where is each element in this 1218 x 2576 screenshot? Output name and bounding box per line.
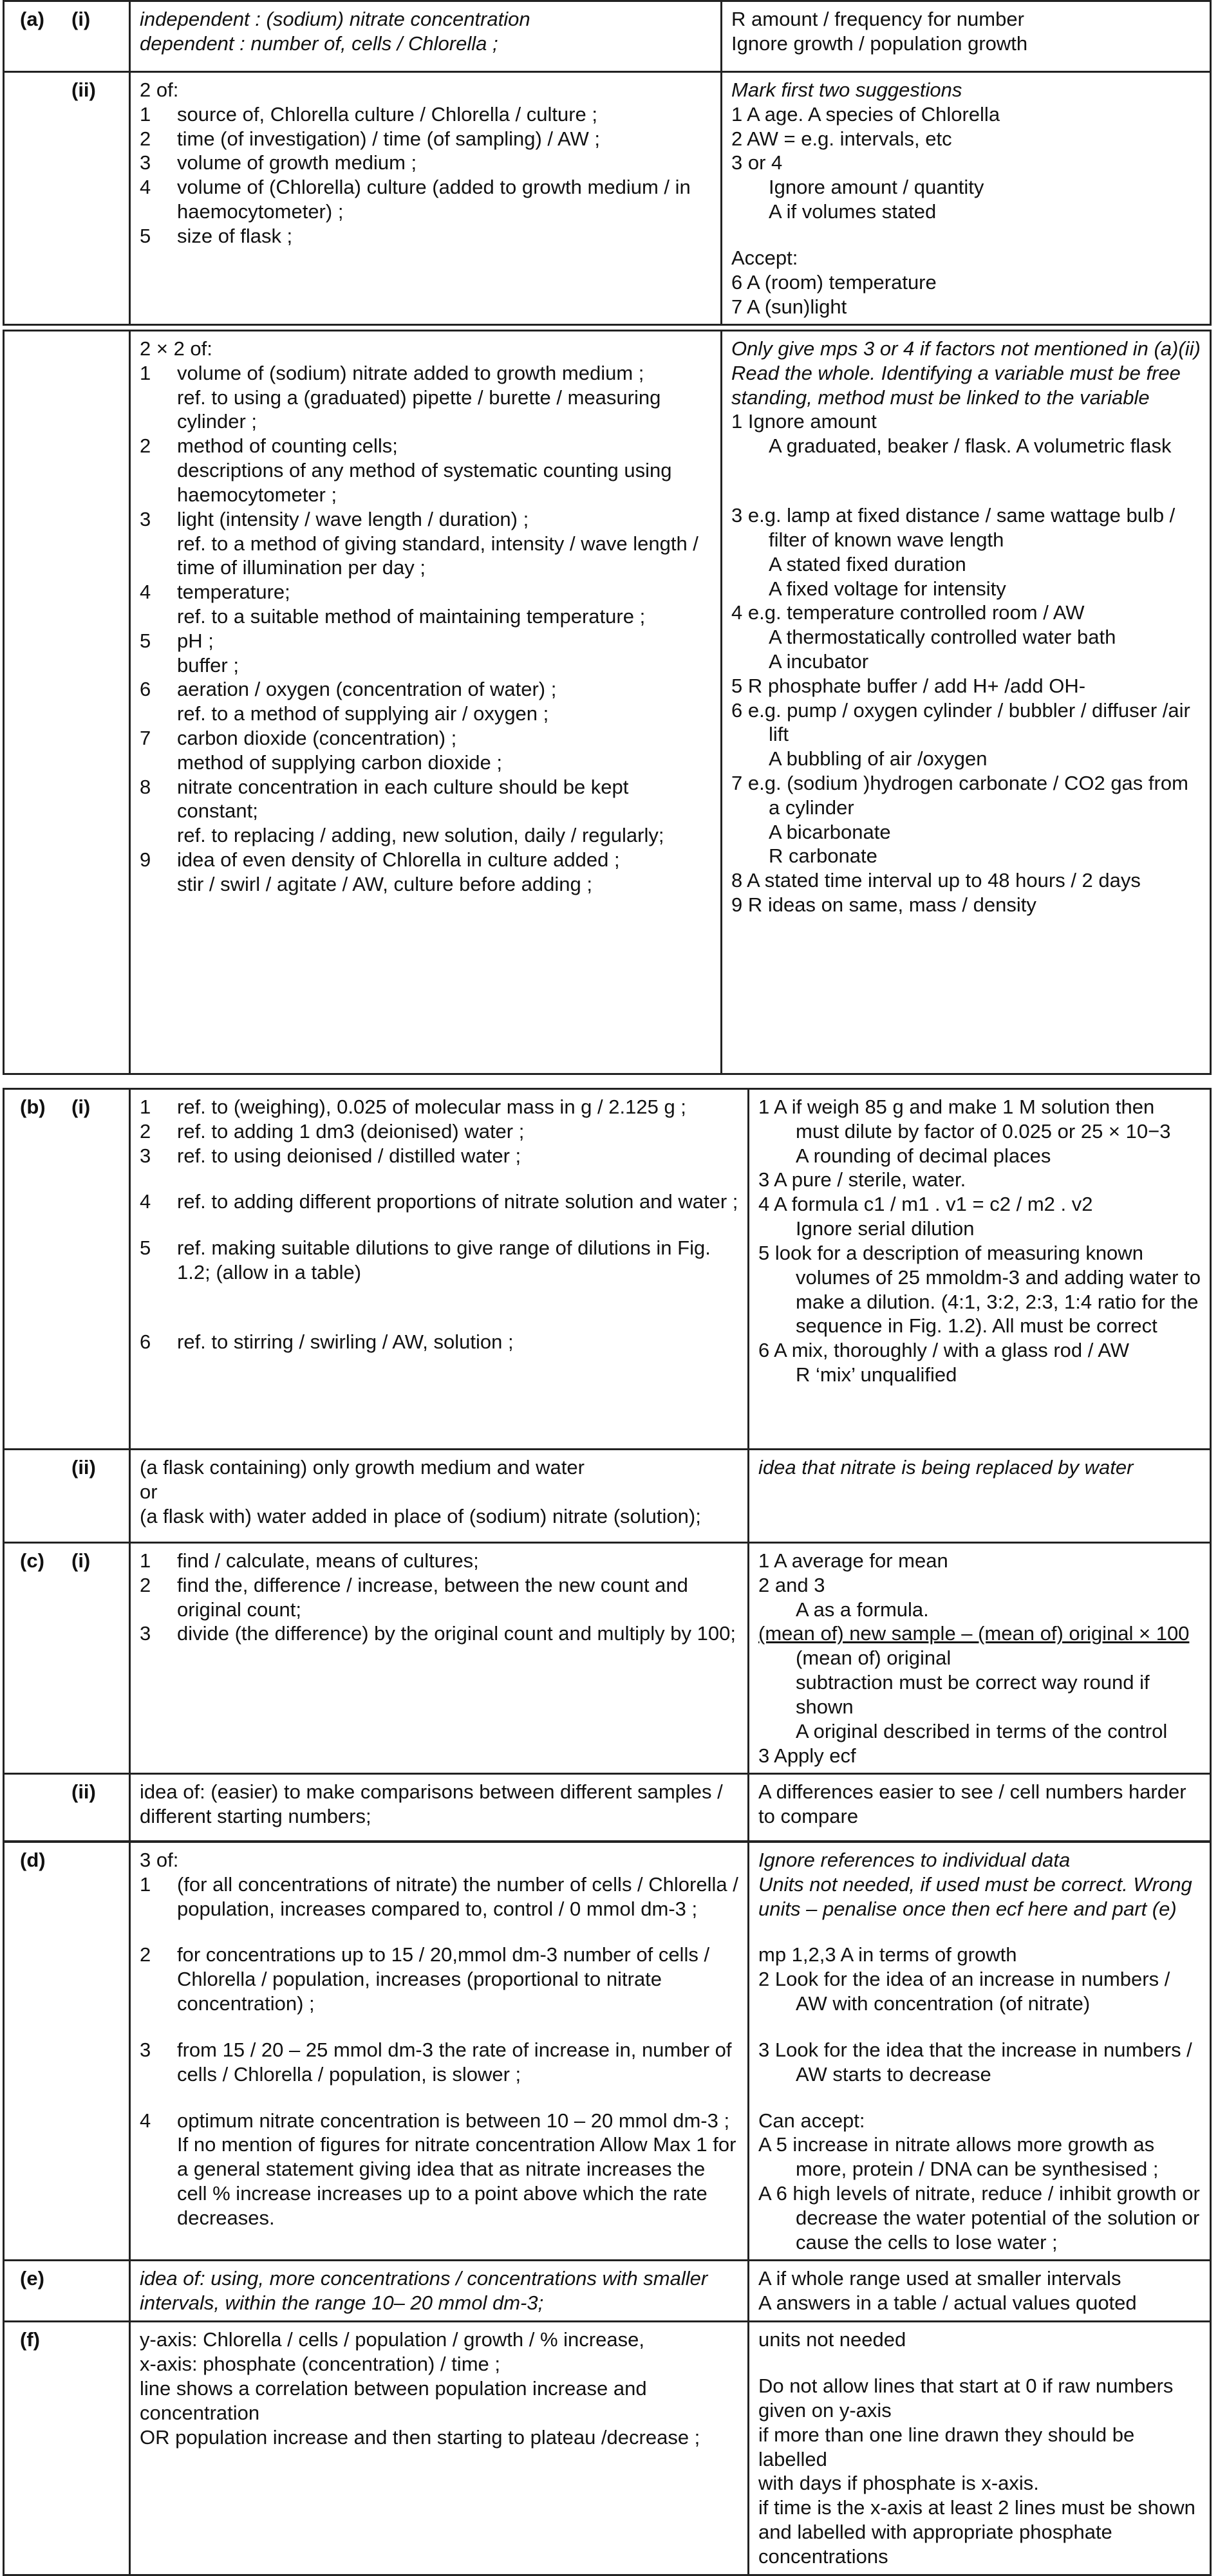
question-label-b-ii xyxy=(4,1450,130,1543)
guidance-line: Mark first two suggestions xyxy=(731,79,962,101)
answer-line: idea of: using, more concentrations / concentrations with smaller intervals, within the range 10– 20 mmol dm-3; xyxy=(140,2267,708,2315)
guidance-line: idea that nitrate is being replaced by water xyxy=(758,1456,1134,1479)
answer-f xyxy=(130,2322,749,2575)
guidance-formula-denominator: (mean of) original xyxy=(796,1647,951,1670)
guidance-line: 3 A pure / sterile, water. xyxy=(758,1168,966,1191)
guidance-line: 3 Look for the idea that the increase in numbers / AW starts to decrease xyxy=(758,2038,1192,2086)
answer-point xyxy=(140,434,711,458)
guidance-line: A graduated, beaker / flask. A volumetric flask xyxy=(769,434,1172,458)
mark-scheme-table-d-f xyxy=(3,1841,1212,2576)
guidance-line: mp 1,2,3 A in terms of growth xyxy=(758,1943,1017,1966)
guidance-line: A fixed voltage for intensity xyxy=(769,577,1006,600)
label-d: (d) xyxy=(20,1849,46,1871)
row-c-i xyxy=(4,1543,1211,1774)
answer-point xyxy=(140,580,711,604)
guidance-d xyxy=(749,1842,1211,2261)
guidance-line: Ignore amount / quantity xyxy=(769,176,984,199)
guidance-formula-numerator: (mean of) new sample – (mean of) original × 100 xyxy=(758,1622,1190,1645)
point-text: light (intensity / wave length / duration) ; xyxy=(177,507,529,530)
label-a: (a) xyxy=(20,8,44,30)
answer-line: y-axis: Chlorella / cells / population / growth / % increase, xyxy=(140,2328,644,2351)
label-i: (i) xyxy=(71,8,91,30)
guidance-line: 3 or 4 xyxy=(731,151,783,174)
answer-a-ii xyxy=(130,72,722,325)
point-text: method of counting cells; xyxy=(177,434,398,458)
guidance-line: Do not allow lines that start at 0 if raw numbers given on y-axis xyxy=(758,2375,1174,2422)
guidance-line: 2 Look for the idea of an increase in numbers / AW with concentration (of nitrate) xyxy=(758,1968,1170,2015)
point-number: 2 xyxy=(140,1119,151,1143)
guidance-line: A as a formula. xyxy=(796,1598,929,1621)
point-number: 4 xyxy=(140,2109,151,2132)
point-number: 1 xyxy=(140,102,151,126)
point-text: source of, Chlorella culture / Chlorella / culture ; xyxy=(177,102,598,126)
label-ii: (ii) xyxy=(71,79,96,101)
point-number: 1 xyxy=(140,361,151,384)
point-text: time (of investigation) / time (of sampling) / AW ; xyxy=(177,127,600,150)
guidance-line: 4 e.g. temperature controlled room / AW xyxy=(731,601,1085,624)
point-text: aeration / oxygen (concentration of water) ; xyxy=(177,678,557,701)
answer-line: dependent : number of, cells / Chlorella ; xyxy=(140,32,498,55)
answer-note: If no mention of figures for nitrate concentration Allow Max 1 for a general statement giving idea that as nitrate increases the cell % increase increases up to a point above which the rate decreases. xyxy=(177,2133,736,2229)
answer-point xyxy=(140,127,711,151)
guidance-line: A rounding of decimal places xyxy=(796,1144,1051,1167)
point-number: 2 xyxy=(140,1573,151,1596)
point-number: 3 xyxy=(140,151,151,174)
answer-e xyxy=(130,2261,749,2322)
guidance-c-i xyxy=(749,1543,1211,1774)
point-text: nitrate concentration in each culture should be kept constant; xyxy=(177,775,629,823)
guidance-line: 9 R ideas on same, mass / density xyxy=(731,893,1036,917)
row-a-ii xyxy=(4,72,1211,325)
answer-a-iii xyxy=(130,331,722,1074)
answer-point xyxy=(140,1144,738,1168)
point-number: 6 xyxy=(140,678,151,701)
answer-b-i xyxy=(130,1089,749,1450)
point-sub: ref. to a method of supplying air / oxygen ; xyxy=(177,702,549,725)
answer-line: (a flask with) water added in place of (sodium) nitrate (solution); xyxy=(140,1504,701,1527)
label-i: (i) xyxy=(71,1096,91,1118)
answer-point xyxy=(140,1943,738,2015)
guidance-line: Read the whole. Identifying a variable must be free standing, method must be linked to the variable xyxy=(731,361,1181,409)
guidance-line: A bicarbonate xyxy=(769,820,891,843)
point-text: volume of (sodium) nitrate added to growth medium ; xyxy=(177,361,644,384)
label-c: (c) xyxy=(20,1549,44,1572)
point-number: 2 xyxy=(140,127,151,150)
answer-b-ii xyxy=(130,1450,749,1543)
guidance-line: Can accept: xyxy=(758,2109,865,2132)
answer-line: x-axis: phosphate (concentration) / time ; xyxy=(140,2353,500,2376)
point-text: find / calculate, means of cultures; xyxy=(177,1549,479,1572)
guidance-line: 3 Apply ecf xyxy=(758,1744,856,1767)
row-a-iii xyxy=(4,331,1211,1074)
point-sub: ref. to replacing / adding, new solution, daily / regularly; xyxy=(177,824,664,847)
answer-point xyxy=(140,102,711,127)
guidance-line: A answers in a table / actual values quoted xyxy=(758,2291,1137,2315)
label-b: (b) xyxy=(20,1096,46,1118)
point-number: 5 xyxy=(140,1237,151,1260)
guidance-line: A 5 increase in nitrate allows more growth as more, protein / DNA can be synthesised ; xyxy=(758,2133,1159,2181)
guidance-line: 2 AW = e.g. intervals, etc xyxy=(731,127,952,150)
guidance-line: 1 A age. A species of Chlorella xyxy=(731,102,1000,126)
question-label-c-ii xyxy=(4,1774,130,1842)
point-text: volume of (Chlorella) culture (added to growth medium / in haemocytometer) ; xyxy=(177,176,691,223)
question-label-f xyxy=(4,2322,130,2575)
answer-point xyxy=(140,1236,738,1285)
label-ii: (ii) xyxy=(71,1456,96,1479)
guidance-line: A stated fixed duration xyxy=(769,552,966,575)
point-number: 7 xyxy=(140,727,151,749)
answer-line: (a flask containing) only growth medium and water xyxy=(140,1456,585,1479)
point-number: 4 xyxy=(140,581,151,604)
guidance-line: 6 A (room) temperature xyxy=(731,270,937,294)
answer-point xyxy=(140,224,711,248)
guidance-b-i xyxy=(749,1089,1211,1450)
row-b-i xyxy=(4,1089,1211,1450)
question-label-c-i xyxy=(4,1543,130,1774)
guidance-line: 1 A average for mean xyxy=(758,1549,948,1572)
point-text: pH ; xyxy=(177,629,214,652)
point-text: (for all concentrations of nitrate) the number of cells / Chlorella / population, increases compared to, control / 0 mmol dm-3 ; xyxy=(177,1872,738,1920)
point-sub: descriptions of any method of systematic counting using haemocytometer ; xyxy=(177,459,672,506)
guidance-line: if more than one line drawn they should be labelled xyxy=(758,2423,1135,2470)
question-label-b-i xyxy=(4,1089,130,1450)
point-number: 9 xyxy=(140,848,151,872)
point-text: idea of even density of Chlorella in culture added ; xyxy=(177,848,620,872)
point-number: 8 xyxy=(140,775,151,798)
guidance-line: 4 A formula c1 / m1 . v1 = c2 / m2 . v2 xyxy=(758,1193,1093,1216)
guidance-line: if time is the x-axis at least 2 lines must be shown and labelled with appropriate phosphate concentrations xyxy=(758,2496,1195,2568)
answer-c-ii xyxy=(130,1774,749,1842)
row-d xyxy=(4,1842,1211,2261)
answer-line: or xyxy=(140,1480,158,1503)
guidance-line: Accept: xyxy=(731,246,798,269)
point-number: 3 xyxy=(140,1622,151,1645)
answer-point xyxy=(140,677,711,702)
answer-line: idea of: (easier) to make comparisons between different samples / different starting numbers; xyxy=(140,1780,723,1828)
guidance-line: 6 A mix, thoroughly / with a glass rod / AW xyxy=(758,1339,1130,1362)
guidance-line: A incubator xyxy=(769,649,869,673)
guidance-line: Ignore serial dilution xyxy=(796,1217,975,1240)
label-f: (f) xyxy=(20,2328,40,2351)
answer-point xyxy=(140,1573,738,1622)
point-sub: ref. to a method of giving standard, intensity / wave length / time of illumination per day ; xyxy=(177,532,698,579)
guidance-line: subtraction must be correct way round if shown xyxy=(796,1671,1150,1718)
point-number: 6 xyxy=(140,1330,151,1353)
guidance-f xyxy=(749,2322,1211,2575)
answer-point xyxy=(140,726,711,751)
point-text: ref. to stirring / swirling / AW, solution ; xyxy=(177,1330,514,1353)
answer-point xyxy=(140,1330,738,1354)
answer-point xyxy=(140,1549,738,1573)
answer-point xyxy=(140,1119,738,1144)
answer-line: OR population increase and then starting to plateau /decrease ; xyxy=(140,2425,700,2449)
guidance-line: Only give mps 3 or 4 if factors not mentioned in (a)(ii) xyxy=(731,337,1201,360)
answer-heading: 2 of: xyxy=(140,79,179,101)
guidance-line: 1 Ignore amount xyxy=(731,410,877,433)
guidance-line: 7 A (sun)light xyxy=(731,295,847,318)
point-text: for concentrations up to 15 / 20,mmol dm-3 number of cells / Chlorella / population, increases (proportional to nitrate concentration) ; xyxy=(177,1943,710,2015)
row-f xyxy=(4,2322,1211,2575)
answer-point xyxy=(140,848,711,872)
answer-point xyxy=(140,175,711,224)
answer-point xyxy=(140,1872,738,1921)
row-b-ii xyxy=(4,1450,1211,1543)
point-number: 3 xyxy=(140,507,151,530)
point-text: ref. making suitable dilutions to give range of dilutions in Fig. 1.2; (allow in a table) xyxy=(177,1237,711,1284)
answer-point xyxy=(140,1190,738,1214)
point-text: ref. to adding different proportions of nitrate solution and water ; xyxy=(177,1190,738,1213)
point-number: 1 xyxy=(140,1096,151,1118)
point-number: 5 xyxy=(140,629,151,652)
question-label-e xyxy=(4,2261,130,2322)
guidance-line: 5 R phosphate buffer / add H+ /add OH- xyxy=(731,674,1086,697)
point-sub: ref. to using a (graduated) pipette / burette / measuring cylinder ; xyxy=(177,386,661,433)
point-number: 5 xyxy=(140,224,151,247)
guidance-line: Ignore growth / population growth xyxy=(731,32,1028,55)
question-label-a-i xyxy=(4,1,130,72)
point-text: ref. to adding 1 dm3 (deionised) water ; xyxy=(177,1119,525,1143)
guidance-line: 6 e.g. pump / oxygen cylinder / bubbler / diffuser /air lift xyxy=(731,698,1190,746)
guidance-line: A 6 high levels of nitrate, reduce / inhibit growth or decrease the water potential of the solution or cause the cells to lose water ; xyxy=(758,2181,1200,2254)
guidance-a-i xyxy=(722,1,1211,72)
point-number: 2 xyxy=(140,1943,151,1966)
point-text: optimum nitrate concentration is between 10 – 20 mmol dm-3 ; xyxy=(177,2109,730,2132)
label-ii: (ii) xyxy=(71,1780,96,1804)
point-text: find the, difference / increase, between the new count and original count; xyxy=(177,1573,688,1621)
answer-point xyxy=(140,2038,738,2087)
guidance-c-ii xyxy=(749,1774,1211,1842)
answer-heading: 3 of: xyxy=(140,1849,179,1871)
mark-scheme-table-b-c xyxy=(3,1088,1212,1842)
answer-point xyxy=(140,1621,738,1646)
answer-point xyxy=(140,1095,738,1119)
answer-line: independent : (sodium) nitrate concentration xyxy=(140,8,530,30)
guidance-a-iii xyxy=(722,331,1211,1074)
guidance-line: R carbonate xyxy=(769,845,877,868)
point-text: divide (the difference) by the original count and multiply by 100; xyxy=(177,1622,736,1645)
row-a-i xyxy=(4,1,1211,72)
point-text: volume of growth medium ; xyxy=(177,151,417,174)
guidance-line: A if volumes stated xyxy=(769,200,937,223)
point-number: 1 xyxy=(140,1872,151,1896)
question-label-a-iii xyxy=(4,331,130,1074)
point-sub: stir / swirl / agitate / AW, culture before adding ; xyxy=(177,872,592,895)
guidance-line: 8 A stated time interval up to 48 hours / 2 days xyxy=(731,869,1141,892)
guidance-line: with days if phosphate is x-axis. xyxy=(758,2472,1039,2495)
row-e xyxy=(4,2261,1211,2322)
label-e: (e) xyxy=(20,2267,44,2290)
point-number: 2 xyxy=(140,434,151,458)
mark-scheme-table-a xyxy=(3,0,1212,326)
point-text: temperature; xyxy=(177,581,290,604)
point-number: 3 xyxy=(140,2038,151,2061)
guidance-line: 1 A if weigh 85 g and make 1 M solution then must dilute by factor of 0.025 or 25 × 10−3 xyxy=(758,1096,1171,1143)
point-number: 4 xyxy=(140,1190,151,1213)
point-number: 4 xyxy=(140,176,151,199)
answer-d xyxy=(130,1842,749,2261)
guidance-e xyxy=(749,2261,1211,2322)
answer-point xyxy=(140,151,711,175)
question-label-a-ii xyxy=(4,72,130,325)
point-sub: method of supplying carbon dioxide ; xyxy=(177,751,502,774)
guidance-line: A differences easier to see / cell numbers harder to compare xyxy=(758,1780,1186,1828)
answer-point xyxy=(140,2109,738,2133)
guidance-line: A if whole range used at smaller intervals xyxy=(758,2267,1121,2290)
guidance-b-ii xyxy=(749,1450,1211,1543)
guidance-line: 5 look for a description of measuring known volumes of 25 mmoldm-3 and adding water to make a dilution. (4:1, 3:2, 2:3, 1:4 ratio for the sequence in Fig. 1.2). All must be correct xyxy=(758,1241,1201,1338)
row-c-ii xyxy=(4,1774,1211,1842)
point-text: ref. to (weighing), 0.025 of molecular mass in g / 2.125 g ; xyxy=(177,1096,686,1118)
guidance-line: A original described in terms of the control xyxy=(796,1719,1168,1742)
guidance-line: Units not needed, if used must be correct. Wrong units – penalise once then ecf here and part (e) xyxy=(758,1872,1192,1920)
guidance-line: units not needed xyxy=(758,2328,906,2351)
point-number: 1 xyxy=(140,1549,151,1572)
answer-point xyxy=(140,361,711,386)
answer-c-i xyxy=(130,1543,749,1774)
guidance-line: 7 e.g. (sodium )hydrogen carbonate / CO2 gas from a cylinder xyxy=(731,772,1188,819)
guidance-line: Ignore references to individual data xyxy=(758,1849,1071,1871)
answer-a-i xyxy=(130,1,722,72)
point-sub: buffer ; xyxy=(177,653,239,677)
answer-point xyxy=(140,507,711,532)
guidance-line: 3 e.g. lamp at fixed distance / same wattage bulb / filter of known wave length xyxy=(731,504,1176,551)
label-i: (i) xyxy=(71,1549,91,1572)
point-text: from 15 / 20 – 25 mmol dm-3 the rate of increase in, number of cells / Chlorella / population, is slower ; xyxy=(177,2038,732,2086)
point-text: ref. to using deionised / distilled water ; xyxy=(177,1144,521,1167)
point-text: carbon dioxide (concentration) ; xyxy=(177,727,457,749)
guidance-line: A bubbling of air /oxygen xyxy=(769,747,988,770)
point-sub: ref. to a suitable method of maintaining temperature ; xyxy=(177,604,646,628)
point-text: size of flask ; xyxy=(177,224,293,247)
question-label-d xyxy=(4,1842,130,2261)
guidance-line: R ‘mix’ unqualified xyxy=(796,1363,957,1386)
mark-scheme-table-a-iii xyxy=(3,330,1212,1075)
answer-point xyxy=(140,629,711,653)
guidance-a-ii xyxy=(722,72,1211,325)
guidance-line: 2 and 3 xyxy=(758,1573,825,1596)
answer-line: line shows a correlation between population increase and concentration xyxy=(140,2377,647,2424)
answer-point xyxy=(140,775,711,824)
guidance-line: A thermostatically controlled water bath xyxy=(769,626,1116,649)
answer-heading: 2 × 2 of: xyxy=(140,337,212,360)
guidance-line: R amount / frequency for number xyxy=(731,8,1024,30)
point-number: 3 xyxy=(140,1144,151,1167)
